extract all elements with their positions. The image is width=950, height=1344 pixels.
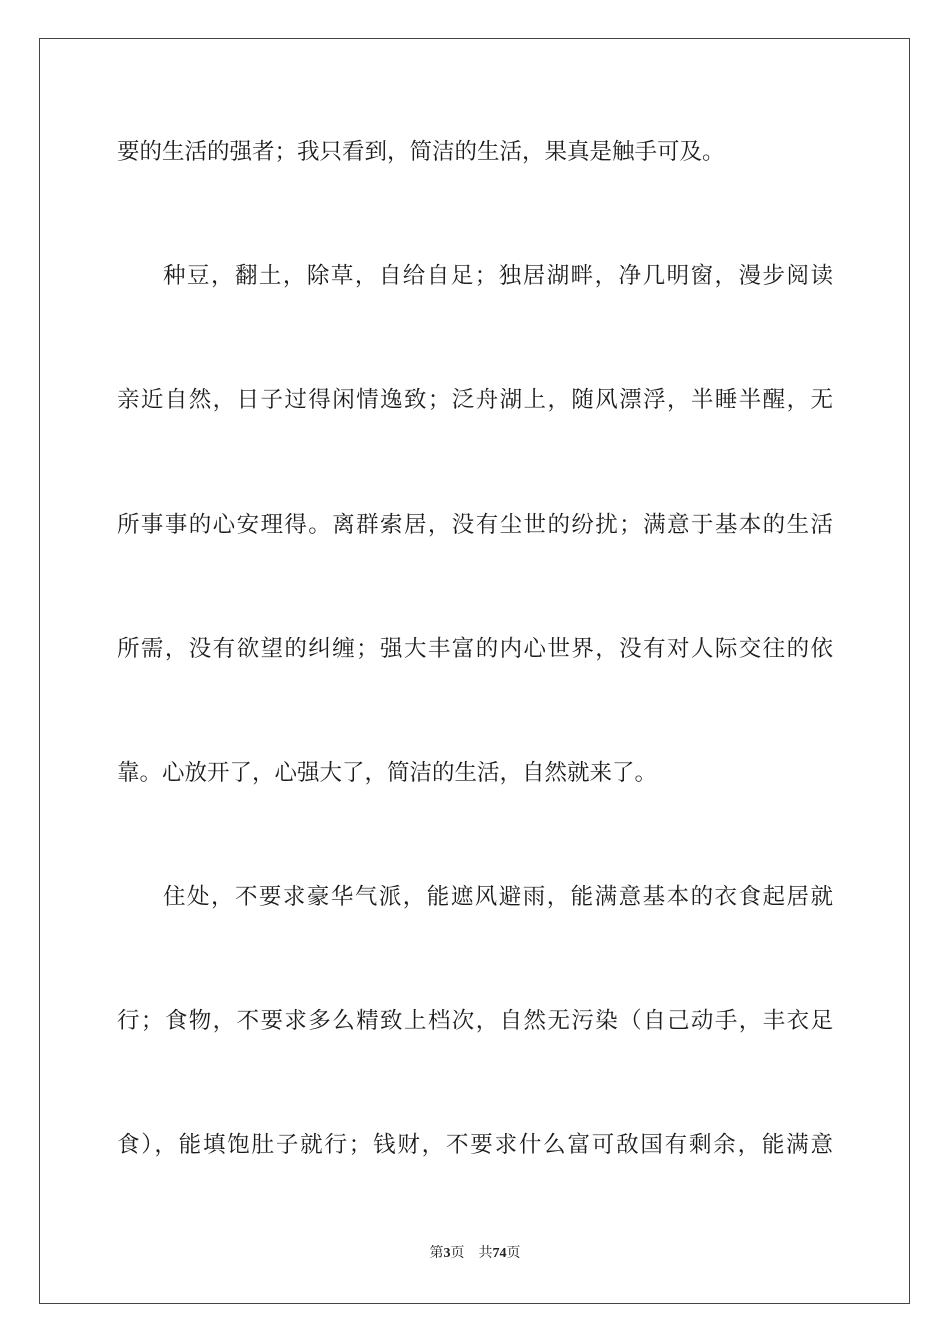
paragraph-first-line: 住处，不要求豪华气派，能遮风避雨，能满意基本的衣食起居就 — [163, 884, 833, 910]
text-line: 靠。心放开了，心强大了，简洁的生活，自然就来了。 — [117, 760, 658, 786]
total-prefix: 共 — [478, 1246, 493, 1261]
text-line: 所事事的心安理得。离群索居，没有尘世的纷扰；满意于基本的生活 — [117, 512, 833, 538]
page-suffix: 页 — [450, 1246, 465, 1261]
total-pages: 74 — [492, 1246, 507, 1261]
total-suffix: 页 — [506, 1246, 521, 1261]
text-line: 食），能填饱肚子就行；钱财，不要求什么富可敌国有剩余，能满意 — [117, 1132, 833, 1158]
text-line: 亲近自然，日子过得闲情逸致；泛舟湖上，随风漂浮，半睡半醒，无 — [117, 387, 833, 413]
page-prefix: 第 — [429, 1246, 444, 1261]
text-line: 所需，没有欲望的纠缠；强大丰富的内心世界，没有对人际交往的依 — [117, 636, 833, 662]
page-border — [39, 38, 910, 1304]
text-line: 行；食物，不要求多么精致上档次，自然无污染（自己动手，丰衣足 — [117, 1008, 833, 1034]
text-line: 要的生活的强者；我只看到，简洁的生活，果真是触手可及。 — [117, 139, 725, 165]
page-footer — [0, 1245, 950, 1263]
paragraph-first-line: 种豆，翻土，除草，自给自足；独居湖畔，净几明窗，漫步阅读 — [163, 263, 833, 289]
page-number: 3 — [443, 1246, 451, 1261]
